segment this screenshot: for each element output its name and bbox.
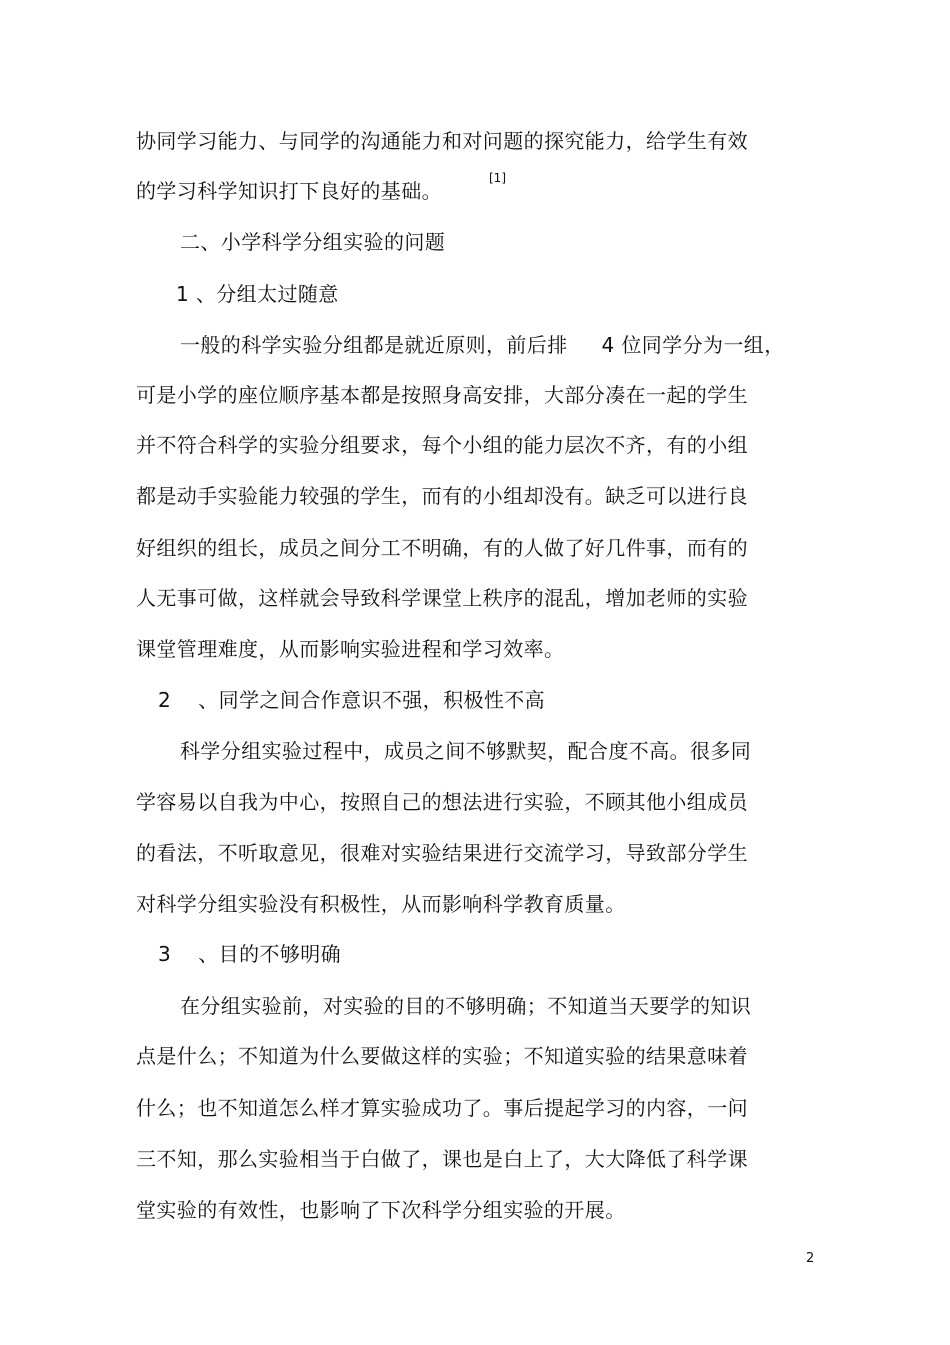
text-line: 三不知，那么实验相当于白做了，课也是白上了，大大降低了科学课 bbox=[136, 1147, 748, 1171]
page-number: 2 bbox=[806, 1251, 815, 1266]
text-line: 学容易以自我为中心，按照自己的想法进行实验，不顾其他小组成员 bbox=[136, 790, 748, 814]
citation-mark: [1] bbox=[489, 171, 506, 185]
text-line: 并不符合科学的实验分组要求，每个小组的能力层次不齐，有的小组 bbox=[136, 433, 748, 457]
text-line: 课堂管理难度，从而影响实验进程和学习效率。 bbox=[136, 637, 565, 661]
text-line: 一般的科学实验分组都是就近原则，前后排 4 位同学分为一组， bbox=[180, 333, 785, 357]
text-line: 的学习科学知识打下良好的基础。 bbox=[136, 179, 442, 203]
subheading: 3 、目的不够明确 bbox=[158, 942, 342, 966]
text-line: 对科学分组实验没有积极性，从而影响科学教育质量。 bbox=[136, 892, 626, 916]
text-line: 点是什么；不知道为什么要做这样的实验；不知道实验的结果意味着 bbox=[136, 1044, 748, 1068]
text-line: 堂实验的有效性，也影响了下次科学分组实验的开展。 bbox=[136, 1198, 626, 1222]
text-line: 的看法，不听取意见，很难对实验结果进行交流学习，导致部分学生 bbox=[136, 841, 748, 865]
text-line: 科学分组实验过程中，成员之间不够默契，配合度不高。很多同 bbox=[180, 739, 752, 763]
subheading: 1 、分组太过随意 bbox=[176, 282, 339, 306]
text-line: 人无事可做，这样就会导致科学课堂上秩序的混乱，增加老师的实验 bbox=[136, 586, 748, 610]
text-line: 什么；也不知道怎么样才算实验成功了。事后提起学习的内容，一问 bbox=[136, 1096, 748, 1120]
text-line: 可是小学的座位顺序基本都是按照身高安排，大部分凑在一起的学生 bbox=[136, 383, 748, 407]
text-line: 好组织的组长，成员之间分工不明确，有的人做了好几件事，而有的 bbox=[136, 536, 748, 560]
section-heading: 二、小学科学分组实验的问题 bbox=[180, 230, 446, 254]
text-line: 都是动手实验能力较强的学生，而有的小组却没有。缺乏可以进行良 bbox=[136, 484, 748, 508]
text-line: 协同学习能力、与同学的沟通能力和对问题的探究能力，给学生有效 bbox=[136, 129, 748, 153]
text-line: 在分组实验前，对实验的目的不够明确；不知道当天要学的知识 bbox=[180, 994, 752, 1018]
subheading: 2 、同学之间合作意识不强，积极性不高 bbox=[158, 688, 546, 712]
